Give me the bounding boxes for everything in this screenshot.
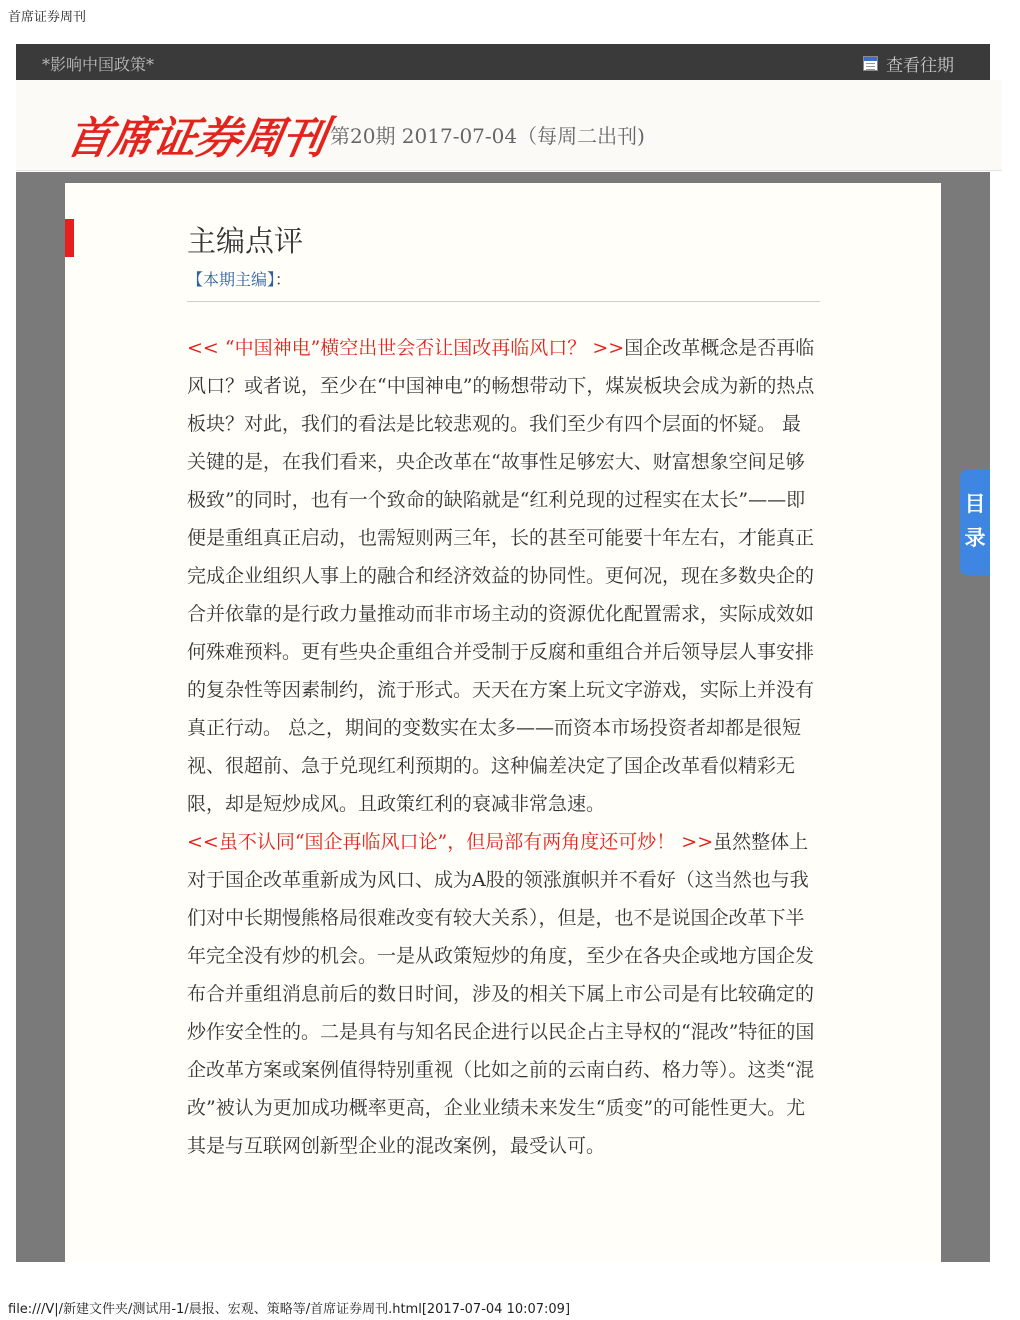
publication-logo: 首席证券周刊: [62, 113, 330, 164]
paragraph-2: [187, 823, 820, 1165]
section-marker: [65, 219, 74, 257]
editor-line: [187, 267, 291, 290]
paragraph-1-text: 国企改革概念是否再临风口？或者说，至少在“中国神电”的畅想带动下，煤炭板块会成为新的热点板块？对此，我们的看法是比较悲观的。我们至少有四个层面的怀疑。 最关键的是，在我们看来，央企改革在“故事性足够宏大、财富想象空间足够极致”的同时，也有一个致命的缺陷就是“红利兑现的过程实在太长”——即便是重组真正启动，也需短则两三年，长的甚至可能要十年左右，才能真正完成企业组织人事上的融合和经济效益的协同性。更何况，现在多数央企的合并依靠的是行政力量推动而非市场主动的资源优化配置需求，实际成效如何殊难预料。更有些央企重组合并受制于反腐和重组合并后领导层人事安排的复杂性等因素制约，流于形式。天天在方案上玩文字游戏，实际上并没有真正行动。 总之，期间的变数实在太多——而资本市场投资者却都是很短视、很超前、急于兑现红利预期的。这种偏差决定了国企改革看似精彩无限，却是短炒成风。且政策红利的衰减非常急速。: [187, 337, 815, 815]
view-archive-label: 查看往期: [886, 56, 954, 76]
editor-suffix: ：: [275, 270, 292, 289]
masthead: [16, 80, 1002, 171]
toc-char-2: 录: [964, 526, 986, 550]
paragraph-2-text: 虽然整体上对于国企改革重新成为风口、成为A股的领涨旗帜并不看好（这当然也与我们对中长期慢熊格局很难改变有较大关系），但是，也不是说国企改革下半年完全没有炒的机会。一是从政策短炒的角度，至少在各央企或地方国企发布合并重组消息前后的数日时间，涉及的相关下属上市公司是有比较确定的炒作安全性的。二是具有与知名民企进行以民企占主导权的“混改”特征的国企改革方案或案例值得特别重视（比如之前的云南白药、格力等）。这类“混改”被认为更加成功概率更高，企业业绩未来发生“质变”的可能性更大。尤其是与互联网创新型企业的混改案例，最受认可。: [187, 831, 815, 1157]
table-of-contents-tab[interactable]: [960, 470, 990, 575]
content-stage: [16, 172, 990, 1262]
top-bar: [16, 44, 990, 80]
view-archive-link[interactable]: [863, 51, 954, 76]
article-panel: [65, 183, 941, 1262]
print-footer: file:///V|/新建文件夹/测试用-1/晨报、宏观、策略等/首席证券周刊.html[2017-07-04 10:07:09]: [8, 1302, 571, 1317]
print-header: 首席证券周刊: [8, 10, 87, 25]
toc-char-1: 目: [964, 492, 986, 516]
editor-label: 【本期主编】: [187, 270, 276, 289]
paragraph-1: [187, 329, 820, 823]
headline-link-2[interactable]: <<虽不认同“国企再临风口论”，但局部有两角度还可炒！ >>: [187, 831, 714, 853]
headline-link-1[interactable]: << “中国神电”横空出世会否让国改再临风口？ >>: [187, 337, 625, 359]
section-title: 主编点评: [187, 224, 304, 258]
slogan: *影响中国政策*: [42, 55, 155, 74]
calendar-icon: [863, 56, 878, 71]
divider: [187, 301, 820, 302]
issue-info: 第20期 2017-07-04（每周二出刊): [330, 124, 645, 148]
article-body: [187, 329, 820, 1165]
